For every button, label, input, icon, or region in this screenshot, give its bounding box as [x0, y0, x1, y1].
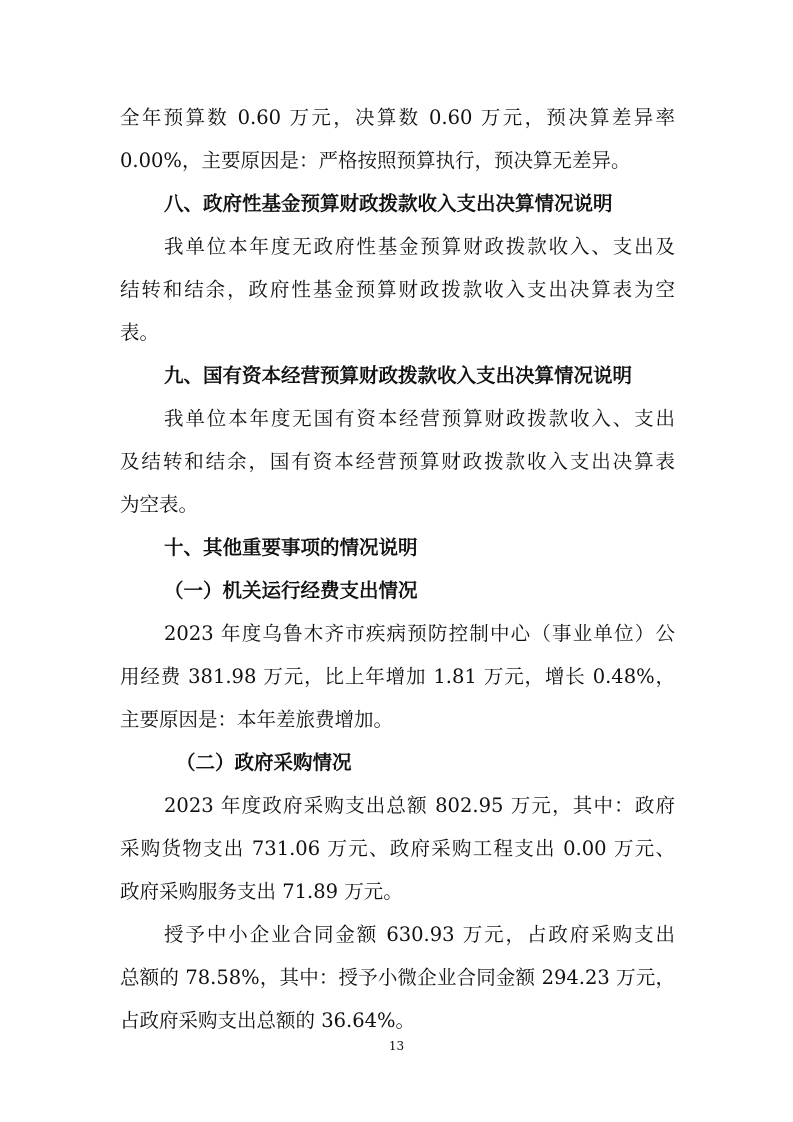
body-text-line: 0.00%，主要原因是：严格按照预算执行，预决算无差异。: [120, 149, 631, 172]
body-text-line: 授予中小企业合同金额 630.93 万元，占政府采购支出: [164, 923, 675, 946]
body-text-line: 占政府采购支出总额的 36.64%。: [120, 1009, 416, 1032]
section-heading-10: 十、其他重要事项的情况说明: [164, 536, 418, 559]
body-text-line: 我单位本年度无国有资本经营预算财政拨款收入、支出: [164, 407, 675, 430]
section-heading-9: 九、国有资本经营预算财政拨款收入支出决算情况说明: [164, 364, 633, 387]
subsection-heading-2: （二）政府采购情况: [176, 751, 352, 774]
body-text-line: 表。: [120, 321, 160, 344]
section-heading-8: 八、政府性基金预算财政拨款收入支出决算情况说明: [164, 192, 613, 215]
body-text-line: 政府采购服务支出 71.89 万元。: [120, 880, 403, 903]
page-number: 13: [388, 1039, 405, 1053]
body-text-line: 用经费 381.98 万元，比上年增加 1.81 万元，增长 0.48%，: [120, 665, 675, 688]
body-text-line: 全年预算数 0.60 万元，决算数 0.60 万元，预决算差异率: [120, 106, 675, 129]
body-text-line: 主要原因是：本年差旅费增加。: [120, 708, 394, 731]
body-text-line: 2023 年度乌鲁木齐市疾病预防控制中心（事业单位）公: [164, 622, 675, 645]
body-text-line: 结转和结余，政府性基金预算财政拨款收入支出决算表为空: [120, 278, 675, 301]
body-text-line: 及结转和结余，国有资本经营预算财政拨款收入支出决算表: [120, 450, 675, 473]
body-text-line: 为空表。: [120, 493, 199, 516]
body-text-line: 我单位本年度无政府性基金预算财政拨款收入、支出及: [164, 235, 675, 258]
body-text-line: 采购货物支出 731.06 万元、政府采购工程支出 0.00 万元、: [120, 837, 675, 860]
body-text-line: 总额的 78.58%，其中：授予小微企业合同金额 294.23 万元，: [120, 966, 675, 989]
body-text-line: 2023 年度政府采购支出总额 802.95 万元，其中：政府: [164, 794, 675, 817]
subsection-heading-1: （一）机关运行经费支出情况: [164, 579, 418, 602]
